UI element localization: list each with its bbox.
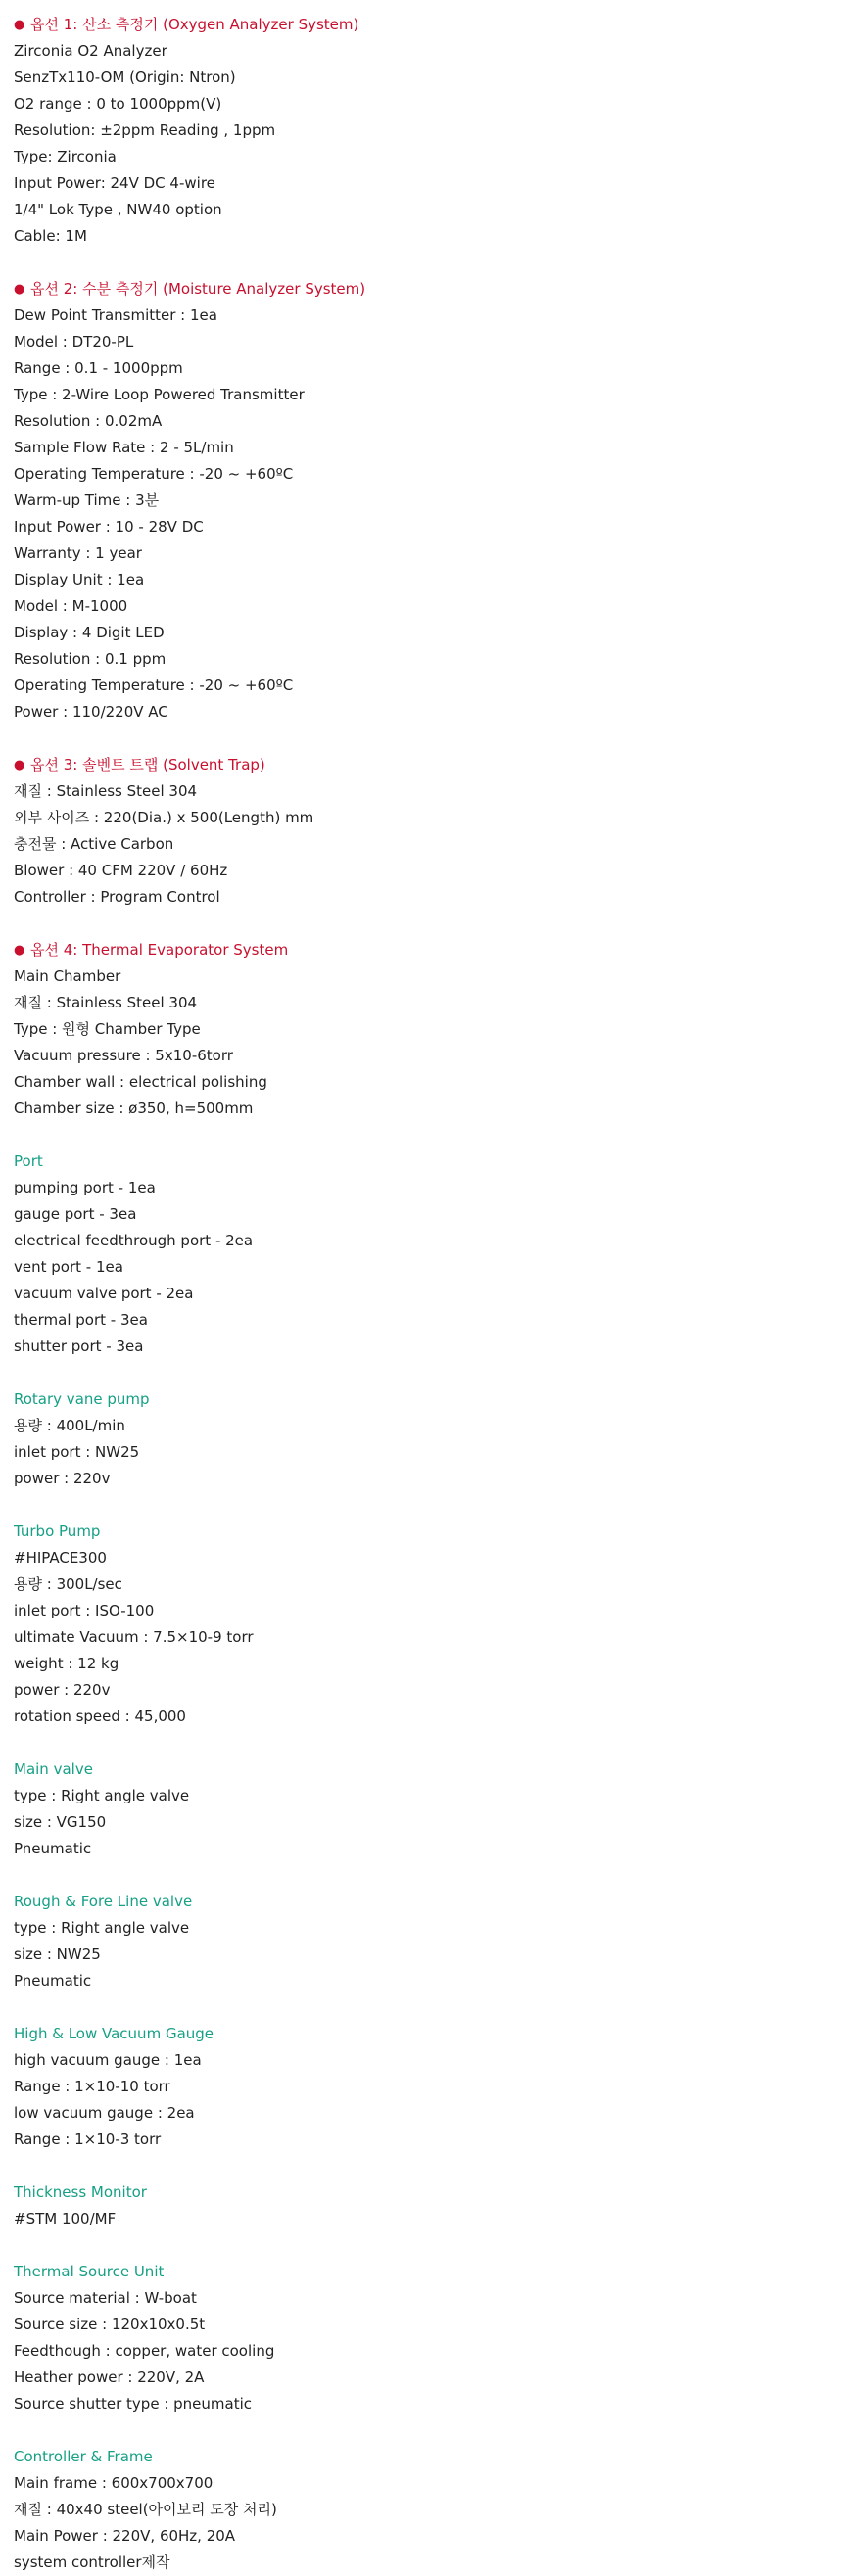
section-title <box>14 12 857 38</box>
spec-line: power : 220v <box>14 1470 111 1487</box>
spec-line: Heather power : 220V, 2A <box>14 2368 205 2386</box>
spec-line: Source size : 120x10x0.5t <box>14 2316 206 2333</box>
spec-line: Vacuum pressure : 5x10-6torr <box>14 1047 233 1064</box>
spec-line: Operating Temperature : -20 ~ +60ºC <box>14 677 294 694</box>
spec-line: Operating Temperature : -20 ~ +60ºC <box>14 465 294 483</box>
spec-section <box>14 2021 857 2153</box>
spec-line: Pneumatic <box>14 1840 92 1857</box>
section-title <box>14 276 857 303</box>
spec-line: O2 range : 0 to 1000ppm(V) <box>14 95 222 113</box>
spec-line: Warranty : 1 year <box>14 544 142 562</box>
section-title <box>14 752 857 778</box>
spec-line: Warm-up Time : 3분 <box>14 492 160 509</box>
spec-line: 용량 : 300L/sec <box>14 1575 122 1593</box>
bullet-icon: ● <box>14 282 25 297</box>
spec-line: Range : 1×10-10 torr <box>14 2078 170 2095</box>
spec-line: 충전물 : Active Carbon <box>14 835 174 853</box>
spec-line: Power : 110/220V AC <box>14 703 168 721</box>
spec-line: high vacuum gauge : 1ea <box>14 2051 202 2069</box>
spec-line: system controller제작 <box>14 2553 170 2571</box>
section-title-text: 옵션 1: 산소 측정기 (Oxygen Analyzer System) <box>30 16 359 33</box>
spec-line: thermal port - 3ea <box>14 1311 148 1329</box>
bullet-icon: ● <box>14 18 25 32</box>
spec-line: Main frame : 600x700x700 <box>14 2474 214 2492</box>
spec-line: Chamber size : ø350, h=500mm <box>14 1100 254 1117</box>
spec-line: 재질 : Stainless Steel 304 <box>14 782 198 800</box>
spec-line: Sample Flow Rate : 2 - 5L/min <box>14 439 234 456</box>
spec-line: 재질 : 40x40 steel(아이보리 도장 처리) <box>14 2501 277 2518</box>
section-title-text: Main valve <box>14 1760 93 1778</box>
section-title-text: High & Low Vacuum Gauge <box>14 2025 214 2042</box>
spec-line: shutter port - 3ea <box>14 1337 144 1355</box>
section-title-text: Rough & Fore Line valve <box>14 1893 193 1910</box>
section-title <box>14 2179 857 2206</box>
spec-line: vent port - 1ea <box>14 1258 123 1276</box>
section-title-text: Controller & Frame <box>14 2448 153 2465</box>
section-title <box>14 937 857 963</box>
spec-line: 용량 : 400L/min <box>14 1417 125 1434</box>
section-title <box>14 2021 857 2047</box>
spec-section <box>14 937 857 1122</box>
section-title <box>14 2444 857 2470</box>
spec-line: size : NW25 <box>14 1945 101 1963</box>
bullet-icon: ● <box>14 758 25 773</box>
spec-line: Main Chamber <box>14 967 121 985</box>
section-title-text: Port <box>14 1152 43 1170</box>
spec-line: gauge port - 3ea <box>14 1205 137 1223</box>
spec-line: Resolution : 0.02mA <box>14 412 163 430</box>
spec-line: 재질 : Stainless Steel 304 <box>14 994 198 1011</box>
spec-line: size : VG150 <box>14 1813 107 1831</box>
spec-line: electrical feedthrough port - 2ea <box>14 1232 254 1249</box>
spec-section <box>14 1756 857 1862</box>
spec-line: Pneumatic <box>14 1972 92 1990</box>
spec-line: Resolution : 0.1 ppm <box>14 650 167 668</box>
spec-line: Main Power : 220V, 60Hz, 20A <box>14 2527 236 2545</box>
spec-section <box>14 1889 857 1994</box>
spec-line: low vacuum gauge : 2ea <box>14 2104 195 2122</box>
section-title <box>14 1386 857 1413</box>
spec-line: power : 220v <box>14 1681 111 1699</box>
spec-line: 외부 사이즈 : 220(Dia.) x 500(Length) mm <box>14 809 314 826</box>
spec-line: Range : 0.1 - 1000ppm <box>14 359 183 377</box>
spec-line: Input Power : 10 - 28V DC <box>14 518 204 536</box>
spec-section <box>14 276 857 726</box>
spec-line: vacuum valve port - 2ea <box>14 1285 194 1302</box>
spec-line: type : Right angle valve <box>14 1919 190 1937</box>
spec-line: Chamber wall : electrical polishing <box>14 1073 267 1091</box>
spec-line: #STM 100/MF <box>14 2210 117 2227</box>
spec-line: Model : DT20-PL <box>14 333 134 351</box>
spec-line: Blower : 40 CFM 220V / 60Hz <box>14 862 228 879</box>
spec-section <box>14 2259 857 2417</box>
spec-line: Cable: 1M <box>14 227 87 245</box>
section-title-text: 옵션 4: Thermal Evaporator System <box>30 941 289 959</box>
spec-line: Display : 4 Digit LED <box>14 624 165 641</box>
bullet-icon: ● <box>14 943 25 958</box>
spec-line: pumping port - 1ea <box>14 1179 156 1196</box>
spec-section <box>14 2179 857 2232</box>
spec-line: Type: Zirconia <box>14 148 117 165</box>
section-title <box>14 2259 857 2285</box>
spec-line: 1/4" Lok Type , NW40 option <box>14 201 222 218</box>
spec-line: Input Power: 24V DC 4-wire <box>14 174 215 192</box>
spec-section <box>14 752 857 911</box>
spec-line: Model : M-1000 <box>14 597 128 615</box>
spec-line: Feedthough : copper, water cooling <box>14 2342 275 2360</box>
section-title-text: Turbo Pump <box>14 1522 101 1540</box>
spec-line: type : Right angle valve <box>14 1787 190 1804</box>
spec-section <box>14 1519 857 1730</box>
spec-line: ultimate Vacuum : 7.5×10-9 torr <box>14 1628 254 1646</box>
section-title-text: Thermal Source Unit <box>14 2263 165 2280</box>
spec-line: Controller : Program Control <box>14 888 220 906</box>
spec-line: Range : 1×10-3 torr <box>14 2131 162 2148</box>
spec-line: Resolution: ±2ppm Reading , 1ppm <box>14 121 276 139</box>
section-title <box>14 1148 857 1175</box>
section-title <box>14 1889 857 1915</box>
section-title-text: 옵션 2: 수분 측정기 (Moisture Analyzer System) <box>30 280 366 298</box>
spec-line: Source material : W-boat <box>14 2289 197 2307</box>
section-title-text: Thickness Monitor <box>14 2183 147 2201</box>
spec-line: Zirconia O2 Analyzer <box>14 42 167 60</box>
spec-section <box>14 1386 857 1492</box>
spec-line: Source shutter type : pneumatic <box>14 2395 253 2412</box>
section-title <box>14 1519 857 1545</box>
spec-line: rotation speed : 45,000 <box>14 1708 186 1725</box>
spec-line: #HIPACE300 <box>14 1549 107 1567</box>
spec-line: inlet port : ISO-100 <box>14 1602 155 1619</box>
section-title-text: 옵션 3: 솔벤트 트랩 (Solvent Trap) <box>30 756 265 773</box>
section-title-text: Rotary vane pump <box>14 1390 150 1408</box>
spec-line: Dew Point Transmitter : 1ea <box>14 306 217 324</box>
spec-section <box>14 2444 857 2576</box>
section-title <box>14 1756 857 1783</box>
spec-line: weight : 12 kg <box>14 1655 119 1672</box>
spec-section <box>14 12 857 250</box>
spec-line: Type : 원형 Chamber Type <box>14 1020 201 1038</box>
spec-line: inlet port : NW25 <box>14 1443 140 1461</box>
spec-line: SenzTx110-OM (Origin: Ntron) <box>14 69 236 86</box>
spec-line: Display Unit : 1ea <box>14 571 145 588</box>
spec-line: Type : 2-Wire Loop Powered Transmitter <box>14 386 305 403</box>
spec-section <box>14 1148 857 1360</box>
